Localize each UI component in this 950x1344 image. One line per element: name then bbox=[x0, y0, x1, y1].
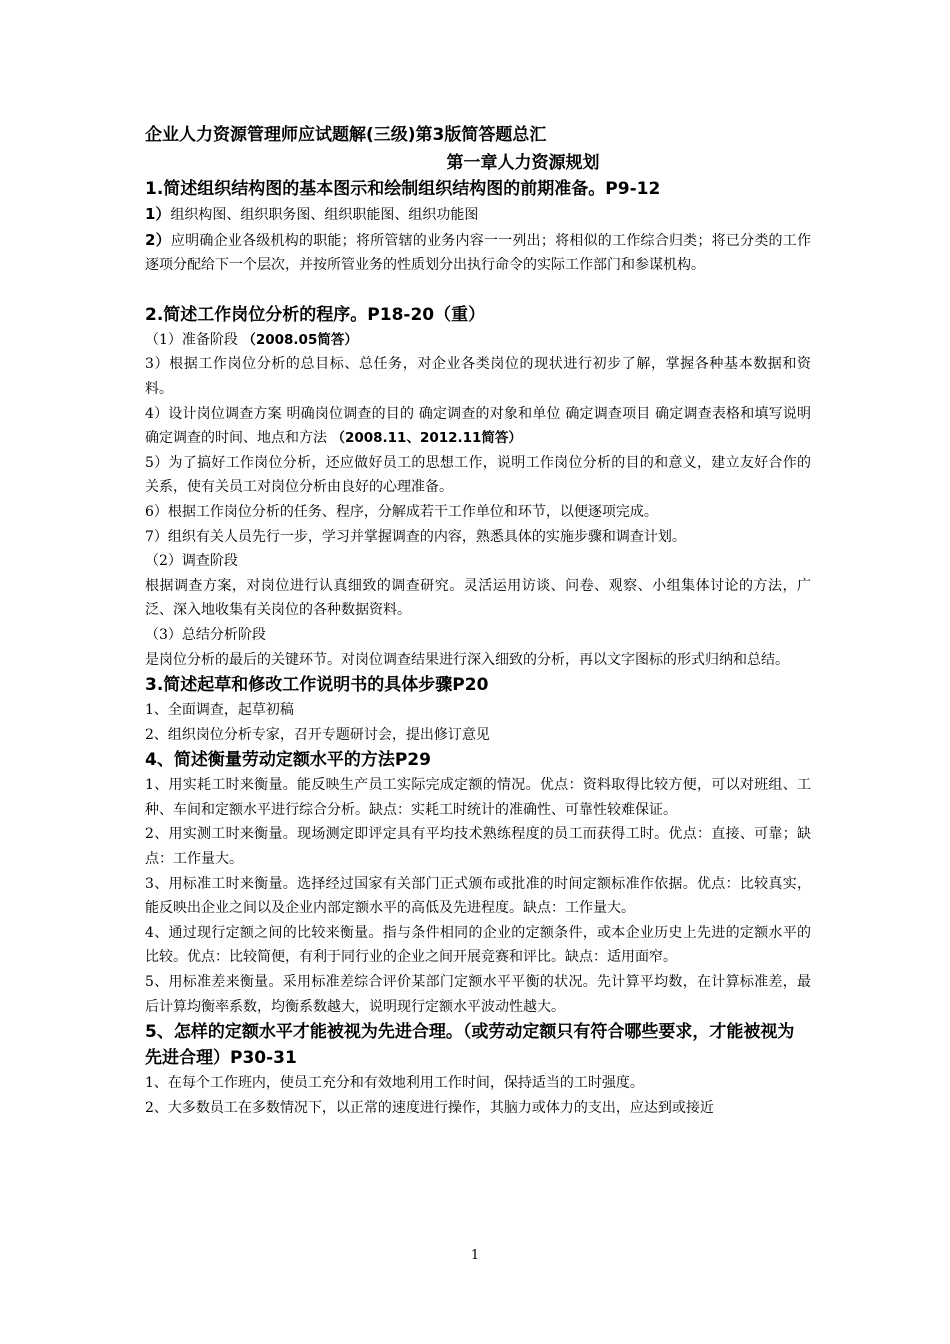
q1-item-1 bbox=[145, 202, 811, 228]
q4-method-5: 5、用标准差来衡量。采用标准差综合评价某部门定额水平平衡的状况。先计算平均数，在计算标准差，最后计算均衡率系数，均衡系数越大，说明现行定额水平波动性越大。 bbox=[145, 974, 811, 1015]
q2-stage-2-text: 根据调查方案，对岗位进行认真细致的调查研究。灵活运用访谈、问卷、观察、小组集体讨论的方法，广泛、深入地收集有关岗位的各种数据资料。 bbox=[145, 577, 811, 619]
document-title: 企业人力资源管理师应试题解(三级)第3版简答题总汇 bbox=[145, 125, 547, 145]
chapter-title: 第一章人力资源规划 bbox=[446, 153, 600, 173]
q1-item-2 bbox=[145, 228, 811, 278]
q1-item-1-number: 1） bbox=[145, 205, 171, 223]
question-2-heading: 2.简述工作岗位分析的程序。P18-20（重） bbox=[145, 304, 486, 325]
question-5-heading: 5、怎样的定额水平才能被视为先进合理。（或劳动定额只有符合哪些要求，才能被视为先进合理）P30-31 bbox=[145, 1022, 795, 1069]
q3-step-1: 1、全面调查，起草初稿 bbox=[145, 702, 294, 719]
q4-method-2: 2、用实测工时来衡量。现场测定即评定具有平均技术熟练程度的员工而获得工时。优点：直接、可靠；缺点：工作量大。 bbox=[145, 826, 811, 868]
q5-requirement-2: 2、大多数员工在多数情况下，以正常的速度进行操作，其脑力或体力的支出，应达到或接近 bbox=[145, 1099, 714, 1116]
q1-item-2-text: 应明确企业各级机构的职能；将所管辖的业务内容一一列出；将相似的工作综合归类；将已分类的工作逐项分配给下一个层次，并按所管业务的性质划分出执行命令的实际工作部门和参谋机构。 bbox=[145, 232, 812, 274]
q2-stage-1-label: （1）准备阶段 bbox=[145, 331, 243, 348]
q5-requirement-1: 1、在每个工作班内，使员工充分和有效地利用工作时间，保持适当的工时强度。 bbox=[145, 1075, 644, 1092]
q2-step-5: 5）为了搞好工作岗位分析，还应做好员工的思想工作，说明工作岗位分析的目的和意义，建立友好合作的关系，使有关员工对岗位分析由良好的心理准备。 bbox=[145, 454, 811, 496]
question-3-heading: 3.简述起草和修改工作说明书的具体步骤P20 bbox=[145, 675, 489, 696]
q2-stage-1-exam-note: （2008.05简答） bbox=[242, 331, 358, 348]
q2-step-4-exam-note: （2008.11、2012.11简答） bbox=[331, 430, 522, 447]
document-body bbox=[145, 120, 811, 1120]
q4-method-1: 1、用实耗工时来衡量。能反映生产员工实际完成定额的情况。优点：资料取得比较方便，可以对班组、工种、车间和定额水平进行综合分析。缺点：实耗工时统计的准确性、可靠性较难保证。 bbox=[145, 777, 811, 818]
q2-step-6: 6）根据工作岗位分析的任务、程序，分解成若干工作单位和环节，以便逐项完成。 bbox=[145, 503, 658, 520]
question-4-heading: 4、简述衡量劳动定额水平的方法P29 bbox=[145, 750, 431, 771]
q2-stage-1 bbox=[145, 328, 811, 353]
q4-method-4: 4、通过现行定额之间的比较来衡量。指与条件相同的企业的定额条件，或本企业历史上先进的定额水平的比较。优点：比较简便，有利于同行业的企业之间开展竞赛和评比。缺点：适用面窄。 bbox=[145, 924, 811, 966]
q2-step-4-text: 4）设计岗位调查方案 明确岗位调查的目的 确定调查的对象和单位 确定调查项目 确定调查表格和填写说明 确定调查的时间、地点和方法 bbox=[145, 405, 811, 447]
q1-item-2-number: 2） bbox=[145, 230, 171, 249]
q2-stage-3-text: 是岗位分析的最后的关键环节。对岗位调查结果进行深入细致的分析，再以文字图标的形式归纳和总结。 bbox=[145, 651, 789, 668]
q4-method-3: 3、用标准工时来衡量。选择经过国家有关部门正式颁布或批准的时间定额标准作依据。优点：比较真实，能反映出企业之间以及企业内部定额水平的高低及先进程度。缺点：工作量大。 bbox=[145, 875, 811, 917]
q2-step-4 bbox=[145, 402, 811, 451]
q3-step-2: 2、组织岗位分析专家，召开专题研讨会，提出修订意见 bbox=[145, 726, 490, 743]
q2-step-3: 3）根据工作岗位分析的总目标、总任务，对企业各类岗位的现状进行初步了解，掌握各种基本数据和资料。 bbox=[145, 356, 811, 397]
q2-stage-3-label: （3）总结分析阶段 bbox=[145, 626, 266, 643]
q2-step-7: 7）组织有关人员先行一步，学习并掌握调查的内容，熟悉具体的实施步骤和调查计划。 bbox=[145, 528, 686, 545]
question-1-heading: 1.简述组织结构图的基本图示和绘制组织结构图的前期准备。P9-12 bbox=[145, 179, 661, 199]
q2-stage-2-label: （2）调查阶段 bbox=[145, 553, 238, 570]
q1-item-1-text: 组织构图、组织职务图、组织职能图、组织功能图 bbox=[170, 207, 479, 223]
page-number: 1 bbox=[470, 1248, 480, 1263]
